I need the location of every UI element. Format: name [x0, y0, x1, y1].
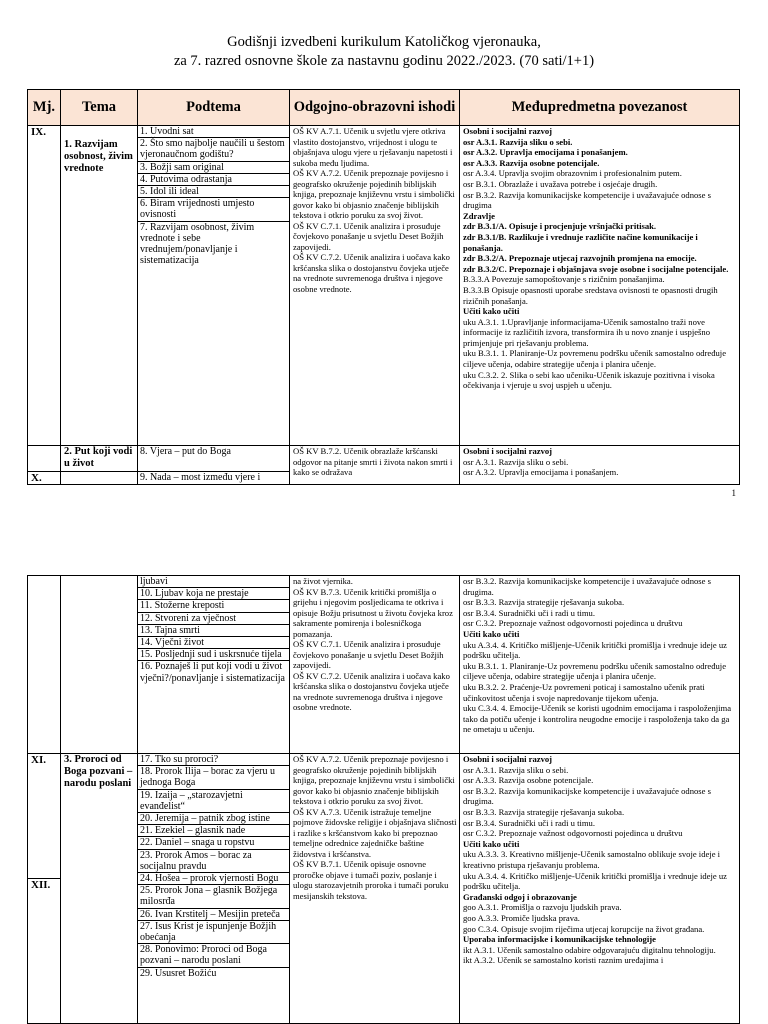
topic-cell	[61, 576, 138, 754]
section-heading: Osobni i socijalni razvoj	[463, 754, 553, 764]
document-title	[0, 33, 768, 71]
table-row	[28, 576, 740, 754]
competency-item: osr A.3.3. Razvija osobne potencijale.	[463, 775, 594, 786]
subtopic-item: 29. Ususret Božiću	[140, 967, 217, 979]
subtopic-item: 24. Hošea – prorok vjernosti Bogu	[138, 873, 289, 885]
title-line-1: Godišnji izvedbeni kurikulum Katoličkog vjeronauka,	[227, 34, 541, 50]
header-outcomes: Odgojno-obrazovni ishodi	[290, 90, 460, 126]
cross-curricular-cell	[460, 576, 740, 754]
competency-item: zdr B.3.1/A. Opisuje i procjenjuje vršnjački pritisak.	[463, 221, 657, 232]
subtopic-list	[138, 576, 290, 754]
month-label: XI.	[28, 754, 60, 879]
competency-item: uku C.3.2. 2. Slika o sebi kao učeniku-Učenik iskazuje pozitivna i visoka očekivanja i vjeruje u svoj uspjeh u učenju.	[463, 369, 715, 391]
subtopic-item: 26. Ivan Krstitelj – Mesijin preteča	[138, 909, 289, 921]
curriculum-table-page-2	[27, 575, 740, 1024]
header-topic: Tema	[61, 90, 138, 126]
subtopic-item: 14. Vječni život	[138, 637, 289, 649]
subtopic-item: 3. Božji sam original	[138, 162, 289, 174]
competency-item: osr B.3.2. Razvija komunikacijske kompetencije i uvažavajuće odnose s drugima	[463, 189, 711, 211]
subtopic-item: 12. Stvoreni za vječnost	[138, 613, 289, 625]
subtopic-list	[138, 754, 290, 1024]
competency-item: ikt A.3.2. Učenik se samostalno koristi raznim uređajima i	[463, 955, 664, 966]
subtopic-item: 7. Razvijam osobnost, živim vrednote i sebe vrednujem/ponavljanje i sistematizacija	[140, 221, 255, 267]
competency-item: uku A.3.4. 4. Kritičko mišljenje-Učenik kritički promišlja i vrednuje ideje uz podršku učitelja.	[463, 870, 727, 892]
competency-item: osr A.3.4. Upravlja svojim obrazovnim i profesionalnim putem.	[463, 168, 682, 179]
competency-item: osr B.3.2. Razvija komunikacijske kompetencije i uvažavajuće odnose s drugima.	[463, 785, 711, 807]
competency-item: uku C.3.4. 4. Emocije-Učenik se koristi ugodnim emocijama i raspoloženjima tako da potiču učenje i kontrolira neugodne emocije i raspoloženja tako da ga ne ometaju u učenju.	[463, 703, 732, 735]
competency-item: zdr B.3.2/C. Prepoznaje i objašnjava svoje osobne i socijalne potencijale.	[463, 263, 729, 274]
cross-curricular-cell	[460, 446, 740, 485]
topic-cell: 1. Razvijam osobnost, živim vrednote	[61, 126, 138, 446]
competency-item: uku A.3.4. 4. Kritičko mišljenje-Učenik kritički promišlja i vrednuje ideje uz podršku učitelja.	[463, 639, 727, 661]
section-heading: Uporaba informacijske i komunikacijske tehnologije	[463, 934, 656, 945]
competency-item: osr B.3.2. Razvija komunikacijske kompetencije i uvažavajuće odnose s drugima.	[463, 576, 711, 597]
competency-item: osr C.3.2. Prepoznaje važnost odgovornosti pojedinca u društvu	[463, 618, 683, 629]
section-heading: Osobni i socijalni razvoj	[463, 446, 553, 456]
competency-item: uku B.3.2. 2. Praćenje-Uz povremeni poticaj i samostalno učenik prati učinkovitost učenja i svoje napredovanje tijekom učenja.	[463, 681, 705, 703]
competency-item: uku A.3.1. 1.Upravljanje informacijama-Učenik samostalno traži nove informacije iz različitih izvora, transformira ih u novo znanje i uspješno primjenjuje pri rješavanju problema.	[463, 316, 710, 348]
subtopic-list	[138, 126, 290, 446]
header-row	[28, 90, 740, 126]
subtopic-item: 28. Ponovimo: Proroci od Boga pozvani – narodu poslani	[138, 944, 289, 967]
competency-item: goo A.3.1. Promišlja o razvoju ljudskih prava.	[463, 902, 622, 913]
title-line-2: za 7. razred osnovne škole za nastavnu godinu 2022./2023. (70 sati/1+1)	[173, 53, 595, 69]
header-month: Mj.	[28, 90, 61, 126]
subtopic-item: 6. Biram vrijednosti umjesto ovisnosti	[138, 198, 289, 221]
outcomes-cell: OŠ KV B.7.2. Učenik obrazlaže kršćanski odgovor na pitanje smrti i života nakon smrti i kako se odražava	[290, 446, 460, 485]
page-number: 1	[731, 488, 736, 498]
month-cell	[28, 446, 61, 472]
subtopic-item: 4. Putovima odrastanja	[138, 174, 289, 186]
subtopic-item: 15. Posljednji sud i uskrsnuće tijela	[138, 649, 289, 661]
section-heading: Zdravlje	[463, 210, 495, 221]
competency-item: B.3.3.B Opisuje opasnosti uporabe sredstava ovisnosti te opasnosti drugih rizičnih ponašanja.	[463, 284, 718, 306]
subtopic-item: 13. Tajna smrti	[138, 625, 289, 637]
subtopic-item: ljubavi	[138, 576, 289, 588]
subtopic-item: 19. Izaija – „starozavjetni evanđelist“	[138, 790, 289, 813]
competency-item: osr B.3.1. Obrazlaže i uvažava potrebe i osjećaje drugih.	[463, 178, 658, 189]
competency-item: osr A.3.1. Razvija sliku o sebi.	[463, 764, 569, 775]
subtopic-item: 1. Uvodni sat	[138, 126, 289, 138]
month-cell	[28, 576, 61, 754]
competency-item: osr C.3.2. Prepoznaje važnost odgovornosti pojedinca u društvu	[463, 828, 683, 839]
competency-item: goo A.3.3. Promiče ljudska prava.	[463, 912, 580, 923]
competency-item: osr B.3.3. Razvija strategije rješavanja sukoba.	[463, 597, 625, 608]
competency-item: zdr B.3.2/A. Prepoznaje utjecaj razvojnih promjena na emocije.	[463, 253, 697, 264]
competency-item: uku A.3.3. 3. Kreativno mišljenje-Učenik samostalno oblikuje svoje ideje i kreativno pristupa rješavanju problema.	[463, 849, 721, 870]
section-heading: Učiti kako učiti	[463, 838, 520, 849]
cross-curricular-list	[463, 754, 737, 966]
outcomes-cell: na život vjernika. OŠ KV B.7.3. Učenik kritički promišlja o grijehu i njegovim posljedicama te otkriva i opisuje Božju prisutnost u životu čovjeka kroz sakramente pomirenja i bolesničkoga pomazanja. OŠ KV C.7.1. Učenik analizira i prosuđuje čovjekovo ponašanje u svjetlu Deset Božjih zapovijedi. OŠ KV C.7.2. Učenik analizira i uočava kako kršćanska slika o dostojanstvu čovjeka utječe na vrednote suvremenoga društva i njegove osobne vrednote.	[290, 576, 460, 754]
competency-item: osr A.3.2. Upravlja emocijama i ponašanjem.	[463, 467, 619, 478]
competency-item: ikt A.3.1. Učenik samostalno odabire odgovarajuću digitalnu tehnologiju.	[463, 944, 716, 955]
competency-item: osr B.3.3. Razvija strategije rješavanja sukoba.	[463, 806, 625, 817]
subtopic-item: 22. Daniel – snaga u ropstvu	[138, 837, 289, 849]
table-row	[28, 446, 740, 472]
competency-item: osr B.3.4. Suradnički uči i radi u timu.	[463, 607, 595, 618]
subtopic-cell: 9. Nada – most između vjere i	[138, 472, 290, 485]
subtopic-item: 20. Jeremija – patnik zbog istine	[138, 813, 289, 825]
table-row	[28, 126, 740, 446]
table-row	[28, 754, 740, 1024]
subtopic-cell: 8. Vjera – put do Boga	[138, 446, 290, 472]
outcomes-cell: OŠ KV A.7.1. Učenik u svjetlu vjere otkriva vlastito dostojanstvo, vrijednost i ulogu te objašnjava ulogu vjere u rješavanju napetosti i sukoba među ljudima. OŠ KV A.7.2. Učenik prepoznaje povijesno i geografsko okruženje pojedinih biblijskih knjiga, prepoznaje književnu vrstu i simbolički govor kako bi objasnio značenje biblijskih tekstova i otkrio poruku za svoj život. OŠ KV C.7.1. Učenik analizira i prosuđuje čovjekovo ponašanje u svjetlu Deset Božjih zapovijedi. OŠ KV C.7.2. Učenik analizira i uočava kako kršćanska slika o dostojanstvu čovjeka utječe na vrednote suvremenoga društva i njegove osobne vrednote.	[290, 126, 460, 446]
subtopic-container	[138, 576, 289, 684]
subtopic-item: 23. Prorok Amos – borac za socijalnu pravdu	[138, 850, 289, 873]
cross-curricular-cell	[460, 126, 740, 446]
section-heading: Učiti kako učiti	[463, 628, 520, 639]
competency-item: osr A.3.2. Upravlja emocijama i ponašanjem.	[463, 147, 628, 158]
header-cross-curricular: Međupredmetna povezanost	[460, 90, 740, 126]
subtopic-item: 2. Što smo najbolje naučili u šestom vjeronaučnom godištu?	[138, 138, 289, 161]
subtopic-container	[138, 126, 289, 266]
subtopic-item: 27. Isus Krist je ispunjenje Božjih obećanja	[138, 921, 289, 944]
subtopic-item: 21. Ezekiel – glasnik nade	[138, 825, 289, 837]
topic-cell: 2. Put koji vodi u život	[61, 446, 138, 472]
subtopic-item: 16. Poznaješ li put koji vodi u život vječni?/ponavljanje i sistematizacija	[140, 661, 285, 684]
topic-cell: 3. Proroci od Boga pozvani – narodu poslani	[61, 754, 138, 1024]
competency-item: uku B.3.1. 1. Planiranje-Uz povremenu podršku učenik samostalno određuje ciljeve učenja, odabire strategije učenja i planira učenje.	[463, 348, 727, 370]
header-subtopic: Podtema	[138, 90, 290, 126]
competency-item: uku B.3.1. 1. Planiranje-Uz povremenu podršku učenik samostalno određuje ciljeve učenja, odabire strategije učenja i planira učenje.	[463, 660, 727, 682]
subtopic-item: 25. Prorok Jona – glasnik Božjega milosrđa	[138, 885, 289, 908]
cross-curricular-list	[463, 126, 737, 391]
curriculum-table-page-1	[27, 89, 740, 485]
cross-curricular-list	[463, 446, 737, 478]
subtopic-item: 11. Stožerne kreposti	[138, 600, 289, 612]
competency-item: osr B.3.4. Suradnički uči i radi u timu.	[463, 817, 595, 828]
month-cell: IX.	[28, 126, 61, 446]
month-cell: X.	[28, 472, 61, 485]
section-heading: Građanski odgoj i obrazovanje	[463, 891, 577, 902]
cross-curricular-cell	[460, 754, 740, 1024]
subtopic-item: 10. Ljubav koja ne prestaje	[138, 588, 289, 600]
competency-item: osr A.3.3. Razvija osobne potencijale.	[463, 157, 600, 168]
month-cell	[28, 754, 61, 1024]
subtopic-container	[138, 754, 289, 979]
month-label: XII.	[31, 879, 51, 891]
cross-curricular-list	[463, 576, 737, 735]
topic-cell	[61, 472, 138, 485]
section-heading: Osobni i socijalni razvoj	[463, 126, 553, 136]
competency-item: osr A.3.1. Razvija sliku o sebi.	[463, 456, 569, 467]
subtopic-item: 5. Idol ili ideal	[138, 186, 289, 198]
competency-item: osr A.3.1. Razvija sliku o sebi.	[463, 136, 573, 147]
competency-item: B.3.3.A Povezuje samopoštovanje s rizičnim ponašanjima.	[463, 274, 665, 285]
competency-item: goo C.3.4. Opisuje svojim riječima utjecaj korupcije na život građana.	[463, 923, 705, 934]
outcomes-cell: OŠ KV A.7.2. Učenik prepoznaje povijesno i geografsko okruženje pojedinih biblijskih knjiga, prepoznaje književnu vrstu i simbolički govor kako bi objasnio značenje biblijskih tekstova i otkrio poruku za svoj život. OŠ KV A.7.3. Učenik istražuje temeljne pojmove židovske religije i objašnjava sličnosti i razlike s kršćanstvom kako bi prepoznao temeljne odrednice zajedničke baštine židovstva i kršćanstva. OŠ KV B.7.1. Učenik opisuje osnovne proročke objave i tumači poziv, poslanje i ulogu starozavjetnih proroka i tumači poruku mesijanskih tekstova.	[290, 754, 460, 1024]
subtopic-item: 17. Tko su proroci?	[138, 754, 289, 766]
section-heading: Učiti kako učiti	[463, 306, 520, 317]
competency-item: zdr B.3.1/B. Razlikuje i vrednuje različite načine komunikacije i ponašanja.	[463, 231, 698, 253]
subtopic-item: 18. Prorok Ilija – borac za vjeru u jednoga Boga	[138, 766, 289, 789]
